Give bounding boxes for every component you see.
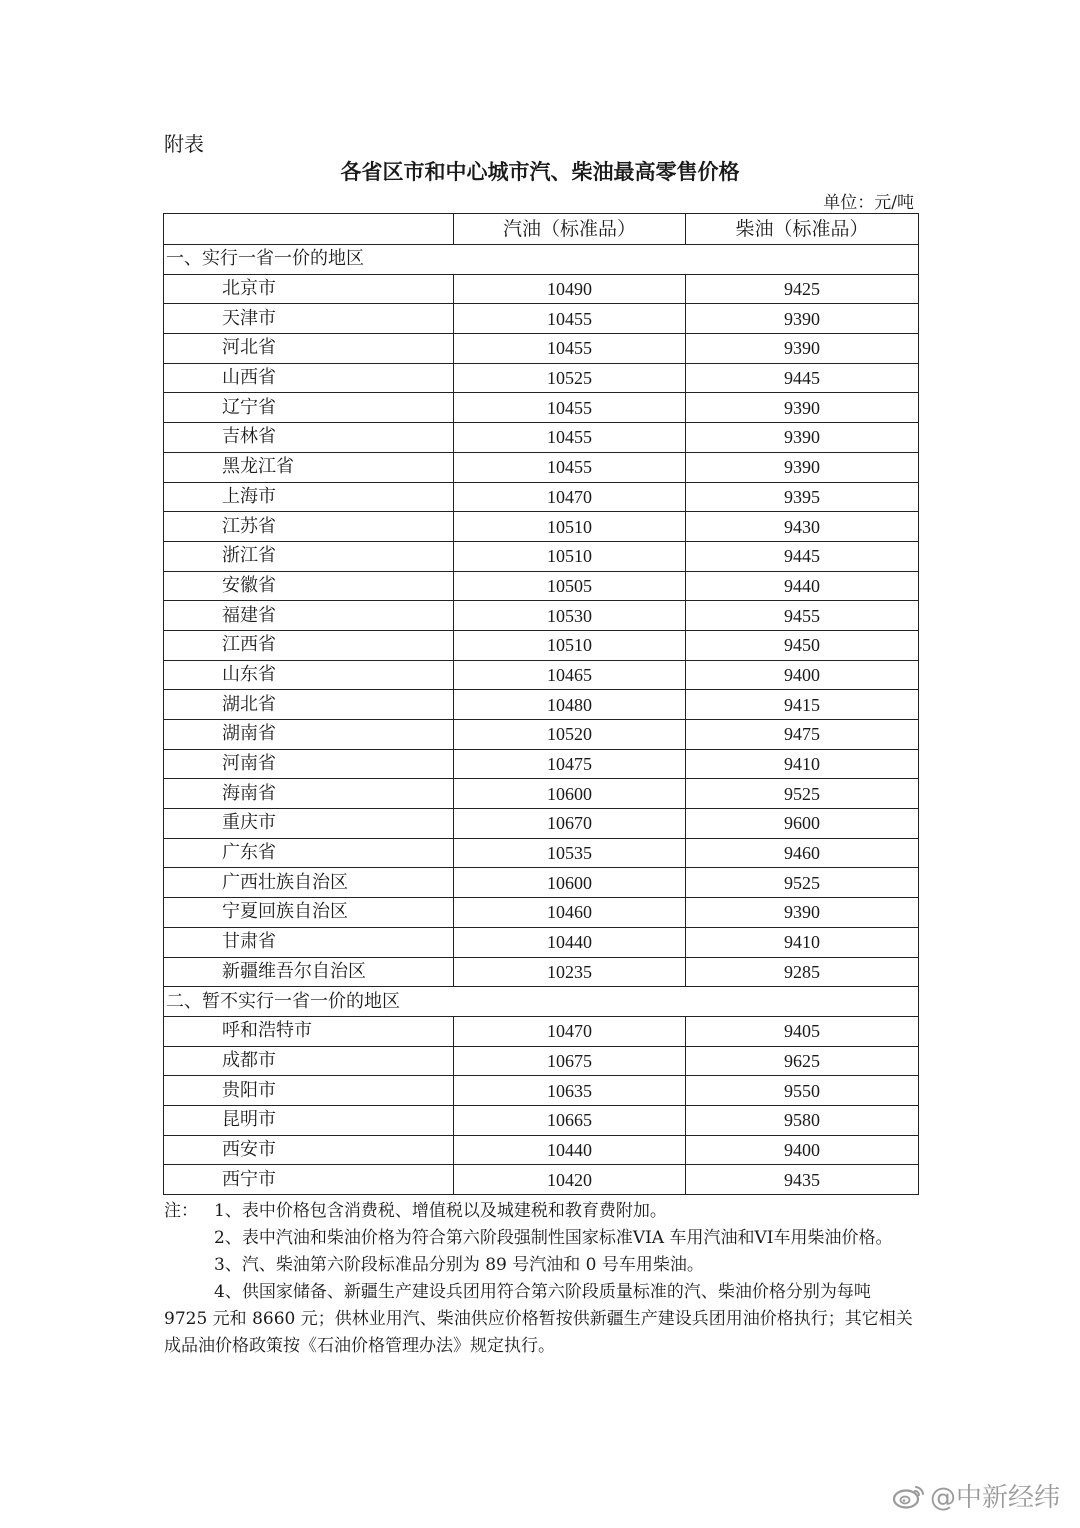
table-row [164, 482, 919, 512]
region-name-cell: 山东省 [164, 660, 454, 690]
region-name-cell: 天津市 [164, 304, 454, 334]
note-item-2: 2、表中汽油和柴油价格为符合第六阶段强制性国家标准VIA 车用汽油和VI车用柴油价格。 [214, 1228, 893, 1248]
table-row [164, 957, 919, 987]
gasoline-price-cell: 10455 [454, 423, 686, 453]
region-name-cell: 江苏省 [164, 512, 454, 542]
gasoline-price-cell: 10490 [454, 274, 686, 304]
diesel-price-cell: 9390 [686, 898, 919, 928]
table-header-row [164, 214, 919, 245]
region-name-cell: 山西省 [164, 363, 454, 393]
region-name-cell: 甘肃省 [164, 927, 454, 957]
table-row [164, 363, 919, 393]
diesel-price-cell: 9435 [686, 1165, 919, 1195]
gasoline-price-cell: 10600 [454, 868, 686, 898]
table-row [164, 601, 919, 631]
diesel-price-cell: 9550 [686, 1076, 919, 1106]
gasoline-price-cell: 10455 [454, 393, 686, 423]
table-row [164, 1135, 919, 1165]
table-row [164, 690, 919, 720]
region-name-cell: 呼和浩特市 [164, 1016, 454, 1046]
diesel-price-cell: 9445 [686, 541, 919, 571]
table-row [164, 779, 919, 809]
region-name-cell: 西宁市 [164, 1165, 454, 1195]
diesel-price-cell: 9455 [686, 601, 919, 631]
table-row [164, 304, 919, 334]
gasoline-price-cell: 10665 [454, 1105, 686, 1135]
table-row [164, 1076, 919, 1106]
gasoline-price-cell: 10455 [454, 304, 686, 334]
diesel-price-cell: 9395 [686, 482, 919, 512]
unit-label: 单位：元/吨 [823, 193, 914, 213]
weibo-icon [892, 1483, 926, 1509]
gasoline-price-cell: 10670 [454, 809, 686, 839]
diesel-price-cell: 9410 [686, 749, 919, 779]
diesel-price-cell: 9410 [686, 927, 919, 957]
price-table [163, 213, 919, 1195]
gasoline-price-cell: 10675 [454, 1046, 686, 1076]
watermark-text: @中新经纬 [929, 1483, 1060, 1513]
gasoline-price-cell: 10475 [454, 749, 686, 779]
diesel-price-cell: 9460 [686, 838, 919, 868]
region-name-cell: 重庆市 [164, 809, 454, 839]
header-gasoline: 汽油（标准品） [454, 214, 686, 245]
region-name-cell: 安徽省 [164, 571, 454, 601]
gasoline-price-cell: 10480 [454, 690, 686, 720]
table-row [164, 571, 919, 601]
note-item-4: 4、供国家储备、新疆生产建设兵团用符合第六阶段质量标准的汽、柴油价格分别为每吨 9725 元和 8660 元；供林业用汽、柴油供应价格暂按供新疆生产建设兵团用油价格执行；其它相关成品油价格政策按《石油价格管理办法》规定执行。 [164, 1282, 913, 1356]
table-row [164, 274, 919, 304]
region-name-cell: 湖北省 [164, 690, 454, 720]
region-name-cell: 西安市 [164, 1135, 454, 1165]
region-name-cell: 江西省 [164, 630, 454, 660]
diesel-price-cell: 9390 [686, 452, 919, 482]
diesel-price-cell: 9400 [686, 1135, 919, 1165]
notes-prefix: 注： [164, 1201, 198, 1221]
region-name-cell: 浙江省 [164, 541, 454, 571]
gasoline-price-cell: 10470 [454, 482, 686, 512]
table-row [164, 1046, 919, 1076]
region-name-cell: 辽宁省 [164, 393, 454, 423]
diesel-price-cell: 9475 [686, 720, 919, 750]
region-name-cell: 河北省 [164, 334, 454, 364]
gasoline-price-cell: 10440 [454, 927, 686, 957]
diesel-price-cell: 9390 [686, 334, 919, 364]
diesel-price-cell: 9415 [686, 690, 919, 720]
table-row [164, 1016, 919, 1046]
notes [164, 1198, 916, 1360]
gasoline-price-cell: 10525 [454, 363, 686, 393]
table-row [164, 898, 919, 928]
region-name-cell: 河南省 [164, 749, 454, 779]
region-name-cell: 福建省 [164, 601, 454, 631]
diesel-price-cell: 9600 [686, 809, 919, 839]
section-title: 二、暂不实行一省一价的地区 [164, 987, 919, 1017]
diesel-price-cell: 9440 [686, 571, 919, 601]
diesel-price-cell: 9425 [686, 274, 919, 304]
header-region [164, 214, 454, 245]
table-row [164, 868, 919, 898]
gasoline-price-cell: 10455 [454, 452, 686, 482]
region-name-cell: 北京市 [164, 274, 454, 304]
note-text-1: 1、表中价格包含消费税、增值税以及城建税和教育费附加。 [214, 1201, 667, 1221]
diesel-price-cell: 9390 [686, 423, 919, 453]
diesel-price-cell: 9390 [686, 393, 919, 423]
diesel-price-cell: 9445 [686, 363, 919, 393]
section-row [164, 987, 919, 1017]
gasoline-price-cell: 10635 [454, 1076, 686, 1106]
region-name-cell: 海南省 [164, 779, 454, 809]
watermark [892, 1477, 1060, 1514]
diesel-price-cell: 9625 [686, 1046, 919, 1076]
diesel-price-cell: 9285 [686, 957, 919, 987]
gasoline-price-cell: 10420 [454, 1165, 686, 1195]
header-diesel: 柴油（标准品） [686, 214, 919, 245]
gasoline-price-cell: 10510 [454, 512, 686, 542]
diesel-price-cell: 9400 [686, 660, 919, 690]
region-name-cell: 新疆维吾尔自治区 [164, 957, 454, 987]
region-name-cell: 上海市 [164, 482, 454, 512]
gasoline-price-cell: 10465 [454, 660, 686, 690]
diesel-price-cell: 9405 [686, 1016, 919, 1046]
table-row [164, 630, 919, 660]
gasoline-price-cell: 10535 [454, 838, 686, 868]
table-body [164, 245, 919, 1195]
diesel-price-cell: 9525 [686, 779, 919, 809]
gasoline-price-cell: 10510 [454, 630, 686, 660]
region-name-cell: 贵阳市 [164, 1076, 454, 1106]
gasoline-price-cell: 10600 [454, 779, 686, 809]
region-name-cell: 广西壮族自治区 [164, 868, 454, 898]
diesel-price-cell: 9450 [686, 630, 919, 660]
diesel-price-cell: 9390 [686, 304, 919, 334]
document-title: 各省区市和中心城市汽、柴油最高零售价格 [340, 160, 740, 184]
region-name-cell: 黑龙江省 [164, 452, 454, 482]
gasoline-price-cell: 10530 [454, 601, 686, 631]
table-row [164, 660, 919, 690]
table-row [164, 1105, 919, 1135]
gasoline-price-cell: 10520 [454, 720, 686, 750]
gasoline-price-cell: 10460 [454, 898, 686, 928]
note-item-1 [164, 1198, 916, 1225]
table-row [164, 838, 919, 868]
region-name-cell: 宁夏回族自治区 [164, 898, 454, 928]
region-name-cell: 昆明市 [164, 1105, 454, 1135]
attachment-label: 附表 [164, 132, 204, 156]
diesel-price-cell: 9430 [686, 512, 919, 542]
gasoline-price-cell: 10470 [454, 1016, 686, 1046]
table-row [164, 423, 919, 453]
region-name-cell: 广东省 [164, 838, 454, 868]
table-row [164, 512, 919, 542]
gasoline-price-cell: 10440 [454, 1135, 686, 1165]
diesel-price-cell: 9525 [686, 868, 919, 898]
gasoline-price-cell: 10510 [454, 541, 686, 571]
table-row [164, 720, 919, 750]
table-row [164, 334, 919, 364]
region-name-cell: 成都市 [164, 1046, 454, 1076]
note-item-3: 3、汽、柴油第六阶段标准品分别为 89 号汽油和 0 号车用柴油。 [214, 1255, 704, 1275]
region-name-cell: 吉林省 [164, 423, 454, 453]
gasoline-price-cell: 10455 [454, 334, 686, 364]
table-row [164, 809, 919, 839]
table-row [164, 1165, 919, 1195]
region-name-cell: 湖南省 [164, 720, 454, 750]
diesel-price-cell: 9580 [686, 1105, 919, 1135]
table-row [164, 393, 919, 423]
gasoline-price-cell: 10235 [454, 957, 686, 987]
section-row [164, 245, 919, 275]
table-row [164, 749, 919, 779]
table-row [164, 927, 919, 957]
table-row [164, 452, 919, 482]
table-row [164, 541, 919, 571]
section-title: 一、实行一省一价的地区 [164, 245, 919, 275]
gasoline-price-cell: 10505 [454, 571, 686, 601]
